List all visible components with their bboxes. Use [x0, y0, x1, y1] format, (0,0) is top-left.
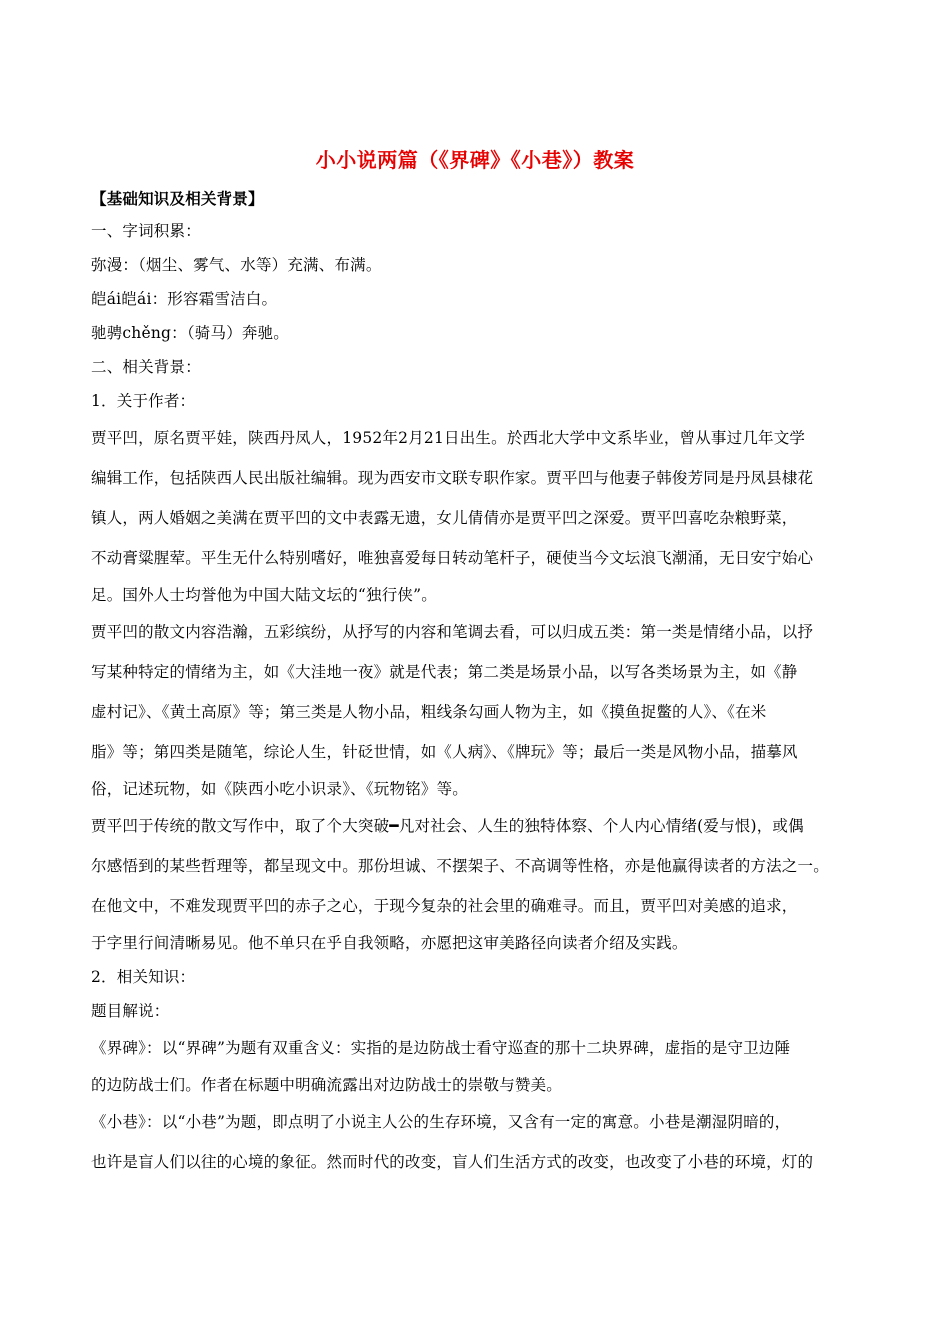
- section-heading: 【基础知识及相关背景】: [91, 189, 264, 208]
- paragraph-line: 贾平凹于传统的散文写作中，取了个大突破━凡对社会、人生的独特体察、个人内心情绪(爱与恨)，或偶: [91, 817, 804, 835]
- paragraph-line: 在他文中，不难发现贾平凹的赤子之心，于现今复杂的社会里的确难寻。而且，贾平凹对美感的追求，: [91, 897, 798, 915]
- subheading-vocabulary: 一、字词积累：: [91, 222, 201, 240]
- paragraph-line: 俗，记述玩物，如《陕西小吃小识录》、《玩物铭》等。: [91, 780, 469, 798]
- paragraph-line: 镇人，两人婚姻之美满在贾平凹的文中表露无遗，女儿倩倩亦是贾平凹之深爱。贾平凹喜吃杂粮野菜，: [91, 509, 798, 527]
- paragraph-line: 虚村记》、《黄土高原》等；第三类是人物小品，粗线条勾画人物为主，如《摸鱼捉鳖的人》、《在米: [91, 703, 767, 721]
- vocab-entry: 皑ái皑ái：形容霜雪洁白。: [91, 290, 278, 308]
- paragraph-line: 的边防战士们。作者在标题中明确流露出对边防战士的崇敬与赞美。: [91, 1076, 563, 1094]
- subheading-title-explanation: 题目解说：: [91, 1002, 170, 1020]
- paragraph-line: 于字里行间清晰易见。他不单只在乎自我领略，亦愿把这审美路径向读者介绍及实践。: [91, 934, 688, 952]
- paragraph-line: 《小巷》：以“小巷”为题，即点明了小说主人公的生存环境，又含有一定的寓意。小巷是潮湿阴暗的，: [91, 1113, 791, 1131]
- subheading-knowledge: 2．相关知识：: [91, 968, 196, 986]
- paragraph-line: 不动膏粱腥荤。平生无什么特别嗜好，唯独喜爱每日转动笔杆子，硬使当今文坛浪飞潮涌，无日安宁始心: [91, 549, 814, 567]
- paragraph-line: 《界碑》：以“界碑”为题有双重含义：实指的是边防战士看守巡查的那十二块界碑，虚指的是守卫边陲: [91, 1039, 791, 1057]
- paragraph-line: 足。国外人士均誉他为中国大陆文坛的“独行侠”。: [91, 586, 437, 604]
- paragraph-line: 写某种特定的情绪为主，如《大洼地一夜》就是代表；第二类是场景小品，以写各类场景为主，如《静: [91, 663, 798, 681]
- subheading-background: 二、相关背景：: [91, 358, 201, 376]
- document-body: [91, 184, 871, 1182]
- paragraph-line: 贾平凹的散文内容浩瀚，五彩缤纷，从抒写的内容和笔调去看，可以归成五类：第一类是情绪小品，以抒: [91, 623, 814, 641]
- document-title: 小小说两篇（《界碑》《小巷》）教案: [315, 148, 635, 172]
- vocab-entry: 驰骋chěng：（骑马）奔驰。: [91, 324, 289, 342]
- vocab-entry: 弥漫：（烟尘、雾气、水等）充满、布满。: [91, 256, 382, 274]
- subheading-author: 1．关于作者：: [91, 392, 196, 410]
- paragraph-line: 贾平凹，原名贾平娃，陕西丹凤人，1952年2月21日出生。於西北大学中文系毕业，曾从事过几年文学: [91, 429, 806, 447]
- paragraph-line: 编辑工作，包括陕西人民出版社编辑。现为西安市文联专职作家。贾平凹与他妻子韩俊芳同是丹凤县棣花: [91, 469, 814, 487]
- paragraph-line: 脂》等；第四类是随笔，综论人生，针砭世情，如《人病》、《牌玩》等；最后一类是风物小品，描摹风: [91, 743, 798, 761]
- paragraph-line: 也许是盲人们以往的心境的象征。然而时代的改变，盲人们生活方式的改变，也改变了小巷的环境，灯的: [91, 1153, 814, 1171]
- paragraph-line: 尔感悟到的某些哲理等，都呈现文中。那份坦诚、不摆架子、不高调等性格，亦是他赢得读者的方法之一。: [91, 857, 829, 875]
